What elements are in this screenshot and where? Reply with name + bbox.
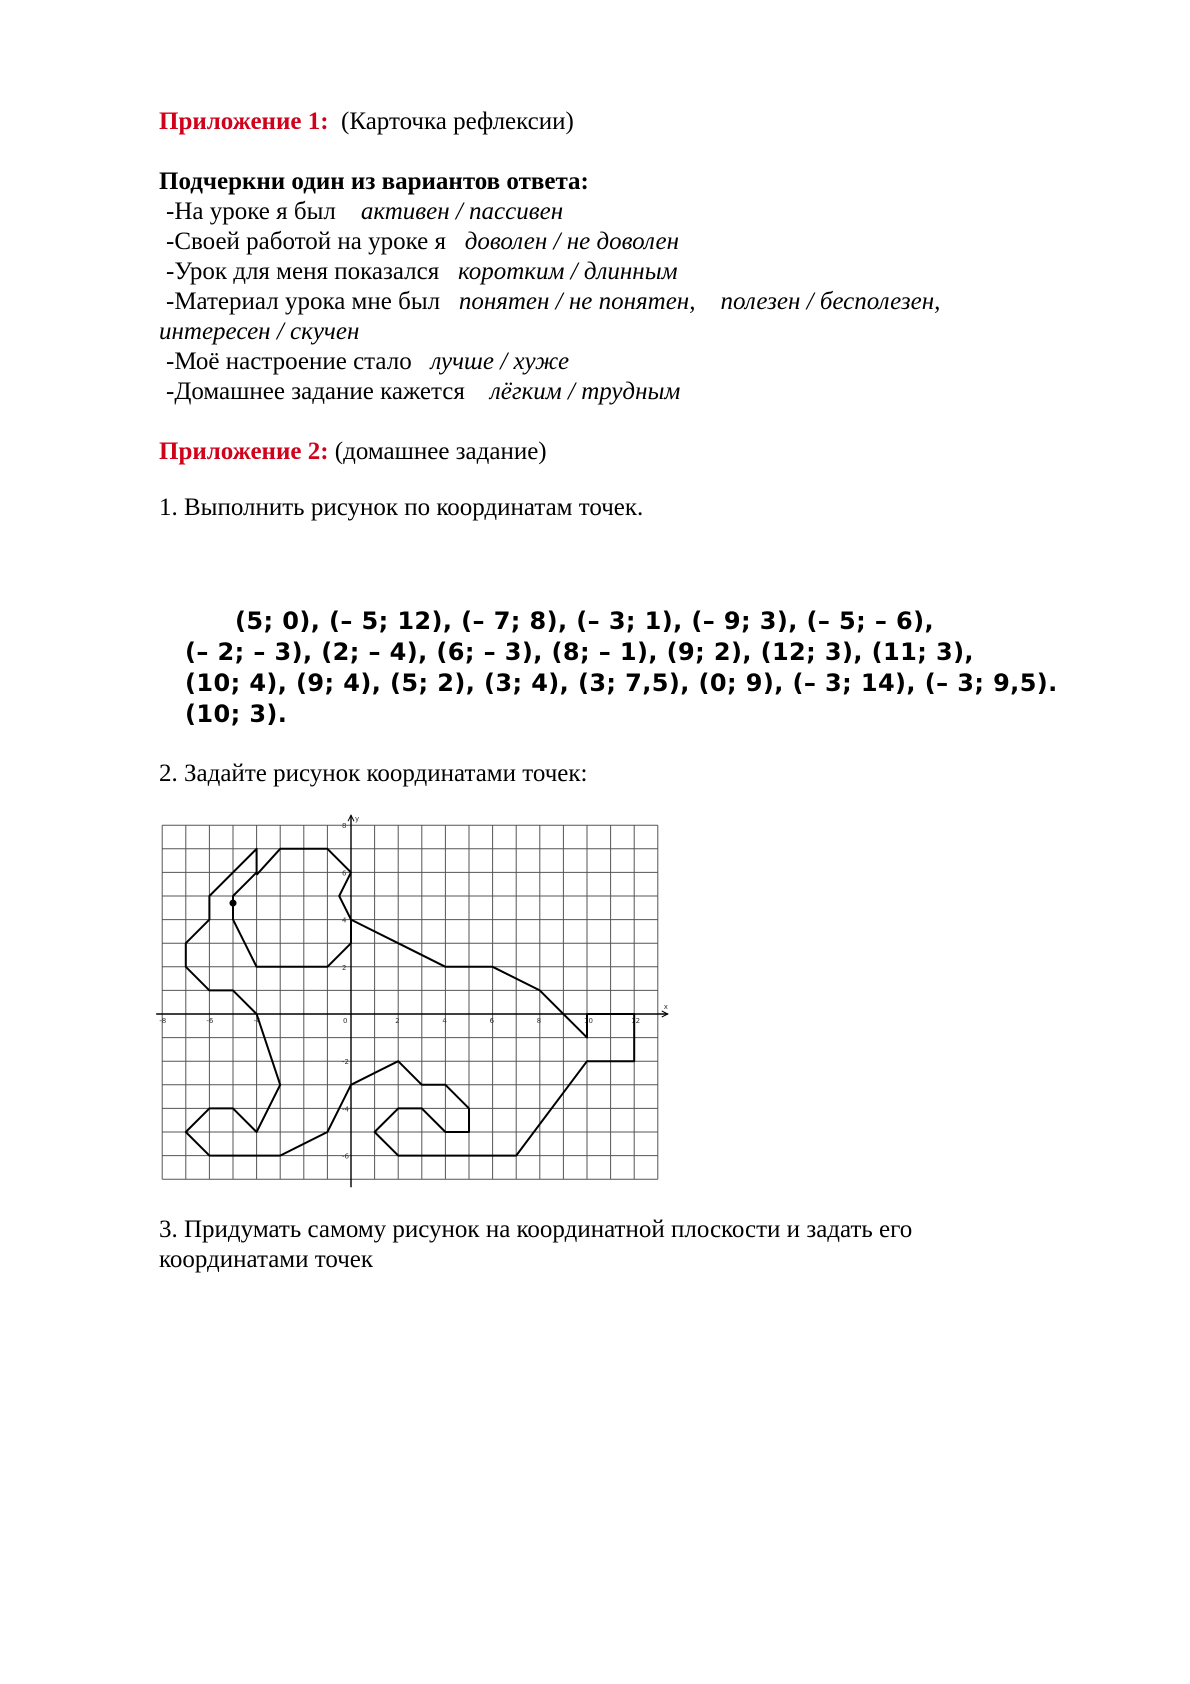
y-tick-label: -4 bbox=[342, 1105, 349, 1114]
reflection-prefix: -Материал урока мне был bbox=[166, 288, 441, 315]
x-tick-label: -8 bbox=[159, 1017, 167, 1025]
reflection-prefix: -Домашнее задание кажется bbox=[166, 378, 465, 405]
appendix2-label: Приложение 2: bbox=[159, 438, 329, 465]
task-3-text: 3. Придумать самому рисунок на координатной плоскости и задать его bbox=[159, 1216, 913, 1243]
reflection-item bbox=[166, 226, 679, 258]
reflection-options: понятен / не понятен, полезен / бесполезен, bbox=[458, 288, 941, 315]
reflection-prefix: -На уроке я был bbox=[166, 198, 336, 225]
reflection-item bbox=[166, 286, 940, 318]
task-1-text: 1. Выполнить рисунок по координатам точек. bbox=[159, 494, 644, 521]
coordinate-line: (– 2; – 3), (2; – 4), (6; – 3), (8; – 1), (9; 2), (12; 3), (11; 3), bbox=[185, 638, 974, 666]
origin-label: 0 bbox=[343, 1017, 348, 1025]
reflection-options: лёгким / трудным bbox=[489, 378, 681, 405]
appendix1-heading bbox=[159, 106, 574, 138]
reflection-item bbox=[166, 376, 680, 408]
appendix2-caption: (домашнее задание) bbox=[334, 438, 547, 465]
reflection-options: коротким / длинным bbox=[457, 258, 678, 285]
x-tick-label: 4 bbox=[442, 1017, 447, 1025]
reflection-item bbox=[166, 256, 678, 288]
figure-path bbox=[186, 849, 634, 1156]
x-tick-label: -6 bbox=[206, 1017, 214, 1025]
y-tick-label: -6 bbox=[342, 1152, 349, 1161]
reflection-prefix: -Урок для меня показался bbox=[166, 258, 440, 285]
reflection-options: лучше / хуже bbox=[430, 348, 570, 375]
figure-outline bbox=[186, 849, 634, 1156]
appendix1-caption: (Карточка рефлексии) bbox=[341, 108, 574, 135]
reflection-options-continued: интересен / скучен bbox=[159, 318, 360, 345]
coordinate-line: (10; 4), (9; 4), (5; 2), (3; 4), (3; 7,5), (0; 9), (– 3; 14), (– 3; 9,5). bbox=[185, 669, 1058, 697]
coordinate-line: (5; 0), (– 5; 12), (– 7; 8), (– 3; 1), (– 9; 3), (– 5; – 6), bbox=[235, 607, 935, 635]
task-2-text: 2. Задайте рисунок координатами точек: bbox=[159, 760, 588, 787]
grid-lines bbox=[162, 825, 658, 1179]
marked-point bbox=[230, 900, 237, 907]
x-tick-label: 2 bbox=[395, 1017, 400, 1025]
x-tick-label: -4 bbox=[253, 1017, 261, 1025]
y-axis-label: y bbox=[355, 815, 360, 824]
y-tick-label: 6 bbox=[342, 869, 347, 878]
appendix2-heading bbox=[159, 436, 547, 468]
y-tick-label: 4 bbox=[342, 916, 347, 925]
y-tick-label: 2 bbox=[342, 963, 347, 972]
coordinate-line: (10; 3). bbox=[185, 700, 288, 728]
x-tick-label: 12 bbox=[631, 1017, 641, 1025]
x-tick-label: 8 bbox=[536, 1017, 542, 1025]
reflection-prefix: -Своей работой на уроке я bbox=[166, 228, 446, 255]
reflection-prefix: -Моё настроение стало bbox=[166, 348, 412, 375]
appendix1-label: Приложение 1: bbox=[159, 108, 329, 135]
reflection-options: доволен / не доволен bbox=[464, 228, 680, 255]
x-axis-label: x bbox=[663, 1003, 668, 1011]
coordinate-list bbox=[185, 606, 1145, 730]
x-tick-label: 6 bbox=[489, 1017, 495, 1025]
reflection-item bbox=[166, 196, 563, 228]
task-3-text-continued: координатами точек bbox=[159, 1246, 374, 1273]
y-tick-label: -2 bbox=[342, 1058, 349, 1067]
instruction-text: Подчеркни один из вариантов ответа: bbox=[159, 168, 589, 195]
reflection-options: активен / пассивен bbox=[360, 198, 564, 225]
y-tick-label: 8 bbox=[342, 822, 347, 831]
reflection-item bbox=[166, 346, 569, 378]
x-tick-label: 10 bbox=[584, 1017, 593, 1025]
